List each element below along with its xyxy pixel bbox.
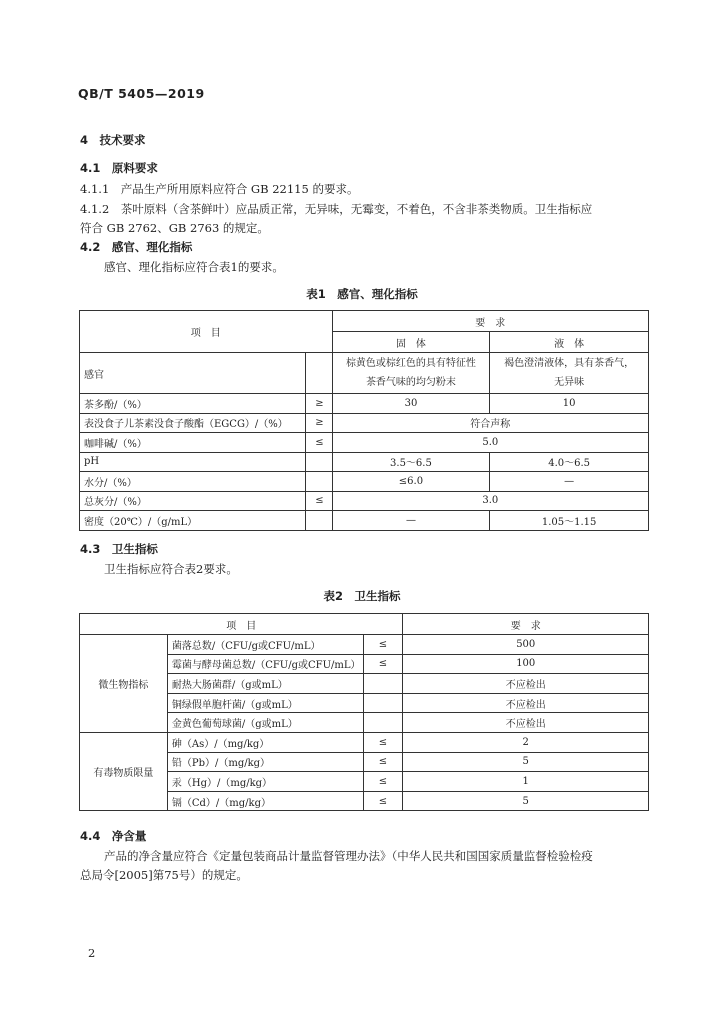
table1-value-liquid: —: [490, 472, 649, 492]
table2-symbol: ≤: [363, 635, 403, 655]
table1-header-liquid: 液 体: [490, 332, 649, 353]
table2-item: 铜绿假单胞杆菌/（g或mL）: [167, 693, 363, 713]
table1-row: [80, 472, 649, 492]
table1-header-requirement: 要 求: [332, 311, 648, 332]
table2-symbol: [363, 674, 403, 694]
table1-row: [80, 353, 649, 394]
table1-item: 表没食子儿茶素没食子酸酯（EGCG）/（%）: [80, 413, 306, 433]
section-4-1-2-text: 4.1.2 茶叶原料（含茶鲜叶）应品质正常，无异味，无霉变，不着色，不含非茶类物质。卫生指标应: [80, 202, 593, 216]
table1-value: 3.0: [332, 491, 648, 511]
table2-item: 铅（Pb）/（mg/kg）: [167, 752, 363, 772]
table1-value-liquid: 1.05～1.15: [490, 511, 649, 531]
table1: [79, 310, 649, 531]
section-4-1-1-text: 4.1.1 产品生产所用原料应符合 GB 22115 的要求。: [80, 182, 359, 196]
table1-caption: 表1 感官、理化指标: [306, 287, 418, 301]
section-4-heading: 4 技术要求: [80, 133, 146, 147]
table2-item: 耐热大肠菌群/（g或mL）: [167, 674, 363, 694]
table1-row: [80, 433, 649, 453]
table2-symbol: ≤: [363, 732, 403, 752]
table1-symbol: [305, 452, 332, 472]
table2-symbol: [363, 693, 403, 713]
section-4-2-heading: 4.2 感官、理化指标: [80, 240, 193, 254]
table2-value: 2: [403, 732, 649, 752]
table1-symbol: ≥: [305, 413, 332, 433]
table2-value: 5: [403, 791, 649, 811]
section-4-1-2-text-cont: 符合 GB 2762、GB 2763 的规定。: [80, 221, 269, 235]
table2-item: 菌落总数/（CFU/g或CFU/mL）: [167, 635, 363, 655]
table1-symbol: ≤: [305, 491, 332, 511]
section-4-3-heading: 4.3 卫生指标: [80, 542, 158, 556]
page-number: 2: [88, 946, 96, 960]
table1-row: [80, 452, 649, 472]
table2-symbol: ≤: [363, 654, 403, 674]
table1-value-liquid: [490, 353, 649, 394]
table2-value: 5: [403, 752, 649, 772]
table1-value-line: 棕黄色或棕红色的具有特征性: [345, 358, 476, 369]
standard-number: QB/T 5405—2019: [78, 86, 205, 101]
table1-header-solid: 固 体: [332, 332, 490, 353]
table2-value: 不应检出: [403, 693, 649, 713]
section-4-4-heading: 4.4 净含量: [80, 829, 147, 843]
table1-item: 感官: [80, 353, 306, 394]
table2-item: 砷（As）/（mg/kg）: [167, 732, 363, 752]
table1-value-line: 茶香气味的均匀粉末: [365, 377, 456, 388]
table2-group-label: 有毒物质限量: [80, 732, 168, 810]
section-4-3-text: 卫生指标应符合表2要求。: [104, 562, 238, 576]
table2-header-requirement: 要 求: [403, 614, 649, 635]
table2-value: 100: [403, 654, 649, 674]
table1-symbol: [305, 511, 332, 531]
table1-value-line: 无异味: [554, 377, 585, 388]
table1-value-solid: —: [332, 511, 490, 531]
table1-symbol: [305, 353, 332, 394]
table1-row: [80, 491, 649, 511]
table1-value-solid: 3.5～6.5: [332, 452, 490, 472]
table1-value: 5.0: [332, 433, 648, 453]
table1-value-solid: [332, 353, 490, 394]
table1-value: 符合声称: [332, 413, 648, 433]
table1-value-liquid: 4.0～6.5: [490, 452, 649, 472]
table2-value: 不应检出: [403, 674, 649, 694]
table1-header-item: 项 目: [80, 311, 333, 353]
table1-value-liquid: 10: [490, 394, 649, 414]
table1-item: 密度（20℃）/（g/mL）: [80, 511, 306, 531]
section-4-4-text: 产品的净含量应符合《定量包装商品计量监督管理办法》（中华人民共和国国家质量监督检验检疫: [104, 849, 593, 863]
section-4-1-heading: 4.1 原料要求: [80, 161, 158, 175]
table2-symbol: ≤: [363, 791, 403, 811]
table2-caption: 表2 卫生指标: [323, 589, 401, 603]
section-4-2-text: 感官、理化指标应符合表1的要求。: [104, 260, 284, 274]
section-4-4-text-cont: 总局令[2005]第75号）的规定。: [80, 868, 248, 882]
table1-symbol: ≤: [305, 433, 332, 453]
table2-value: 1: [403, 772, 649, 792]
table2: [79, 613, 649, 811]
table1-row: [80, 511, 649, 531]
table1-item: 咖啡碱/（%）: [80, 433, 306, 453]
table1-item: pH: [80, 452, 306, 472]
table1-value-solid: ≤6.0: [332, 472, 490, 492]
table1-item: 总灰分/（%）: [80, 491, 306, 511]
table1-row: [80, 413, 649, 433]
table1-item: 水分/（%）: [80, 472, 306, 492]
table2-value: 500: [403, 635, 649, 655]
table1-symbol: ≥: [305, 394, 332, 414]
table1-item: 茶多酚/（%）: [80, 394, 306, 414]
table1-symbol: [305, 472, 332, 492]
table2-symbol: ≤: [363, 752, 403, 772]
table2-symbol: [363, 713, 403, 733]
table2-header-item: 项 目: [80, 614, 403, 635]
table2-item: 霉菌与酵母菌总数/（CFU/g或CFU/mL）: [167, 654, 363, 674]
table2-group-label: 微生物指标: [80, 635, 168, 733]
table1-value-line: 褐色澄清液体，具有茶香气，: [504, 358, 635, 369]
table2-item: 金黄色葡萄球菌/（g或mL）: [167, 713, 363, 733]
table1-value-solid: 30: [332, 394, 490, 414]
table2-item: 镉（Cd）/（mg/kg）: [167, 791, 363, 811]
table2-row: [80, 635, 649, 655]
table2-symbol: ≤: [363, 772, 403, 792]
table2-row: [80, 732, 649, 752]
table2-item: 汞（Hg）/（mg/kg）: [167, 772, 363, 792]
table2-value: 不应检出: [403, 713, 649, 733]
table1-row: [80, 394, 649, 414]
